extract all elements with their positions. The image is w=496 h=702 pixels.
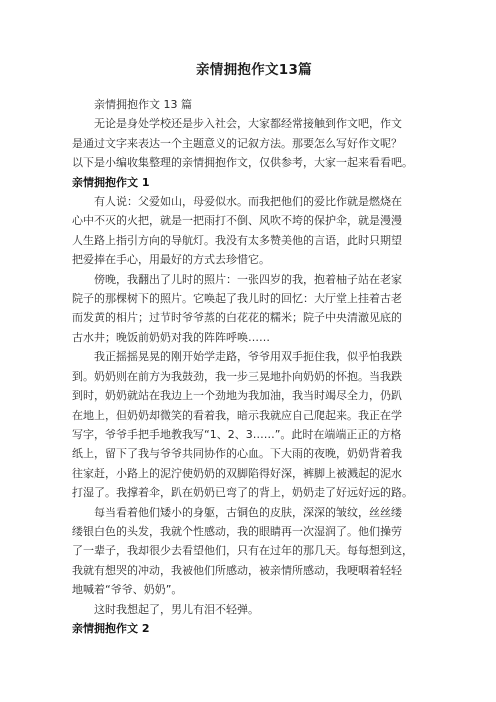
text-line: 在地上，但奶奶却微笑的看着我，暗示我就应自己爬起来。我正在学 [72, 408, 402, 422]
page-title: 亲情拥抱作文13篇 [196, 62, 312, 78]
text-line: 而发黄的相片；过节时爷爷蒸的白花花的糯米；院子中央清澈见底的 [72, 311, 402, 325]
text-line: 往家赶，小路上的泥泞使奶奶的双脚陷得好深，裤脚上被溅起的泥水 [72, 466, 402, 480]
text-line: 傍晚，我翻出了儿时的照片：一张四岁的我，抱着柚子站在老家 [94, 272, 402, 286]
text-line: 打湿了。我撑着伞，趴在奶奶已弯了的背上，奶奶走了好远好远的路。 [72, 486, 413, 500]
text-line: 我正摇摇晃晃的刚开始学走路，爷爷用双手扼住我，似乎怕我跌 [94, 350, 402, 364]
text-line: 有人说：父爱如山，母爱似水。而我把他们的爱比作就是燃烧在 [94, 195, 402, 209]
text-line: 每当看着他们矮小的身躯，古铜色的皮肤，深深的皱纹，丝丝缕 [94, 505, 402, 519]
text-line: 到时，奶奶就站在我边上一个劲地为我加油，我当时竭尽全力，仍趴 [72, 389, 402, 403]
text-line: 无论是身处学校还是步入社会，大家都经常接触到作文吧，作文 [94, 117, 402, 131]
section-heading: 亲情拥抱作文 2 [72, 621, 150, 635]
text-line: 古水井；晚饭前奶奶对我的阵阵呼唤…… [72, 330, 270, 344]
text-line: 院子的那棵树下的照片。它唤起了我儿时的回忆：大厅堂上挂着古老 [72, 292, 402, 306]
text-line: 地喊着“爷爷、奶奶”。 [72, 583, 183, 597]
text-line: 到。奶奶则在前方为我鼓劲，我一步三晃地扑向奶奶的怀抱。当我跌 [72, 369, 402, 383]
text-line: 写字，爷爷手把手地教我写“1、2、3……”。此时在端端正正的方格 [72, 427, 402, 441]
text-line: 把爱捧在手心，用最好的方式去珍惜它。 [72, 253, 270, 267]
text-line: 心中不灭的火把，就是一把雨打不倒、风吹不垮的保护伞，就是漫漫 [72, 214, 402, 228]
text-line: 以下是小编收集整理的亲情拥抱作文，仅供参考，大家一起来看看吧。 [72, 156, 413, 170]
text-line: 这时我想起了，男儿有泪不轻弹。 [94, 602, 259, 616]
text-line: 纸上，留下了我与爷爷共同协作的心血。下大雨的夜晚，奶奶背着我 [72, 447, 402, 461]
text-line: 人生路上指引方向的导航灯。我没有太多赞美他的言语，此时只期望 [72, 233, 402, 247]
document-body [72, 95, 436, 638]
text-line: 了一辈子，我却很少去看望他们，只有在过年的那几天。每每想到这， [72, 544, 413, 558]
text-line: 我就有想哭的冲动，我被他们所感动，被亲情所感动，我哽咽着轻轻 [72, 563, 402, 577]
text-line: 是通过文字来表达一个主题意义的记叙方法。那要怎么写好作文呢？ [72, 136, 402, 150]
section-heading: 亲情拥抱作文 1 [72, 175, 150, 189]
text-line: 亲情拥抱作文 13 篇 [94, 98, 192, 111]
text-line: 缕银白色的头发，我就个性感动，我的眼睛再一次湿润了。他们操劳 [72, 524, 402, 538]
